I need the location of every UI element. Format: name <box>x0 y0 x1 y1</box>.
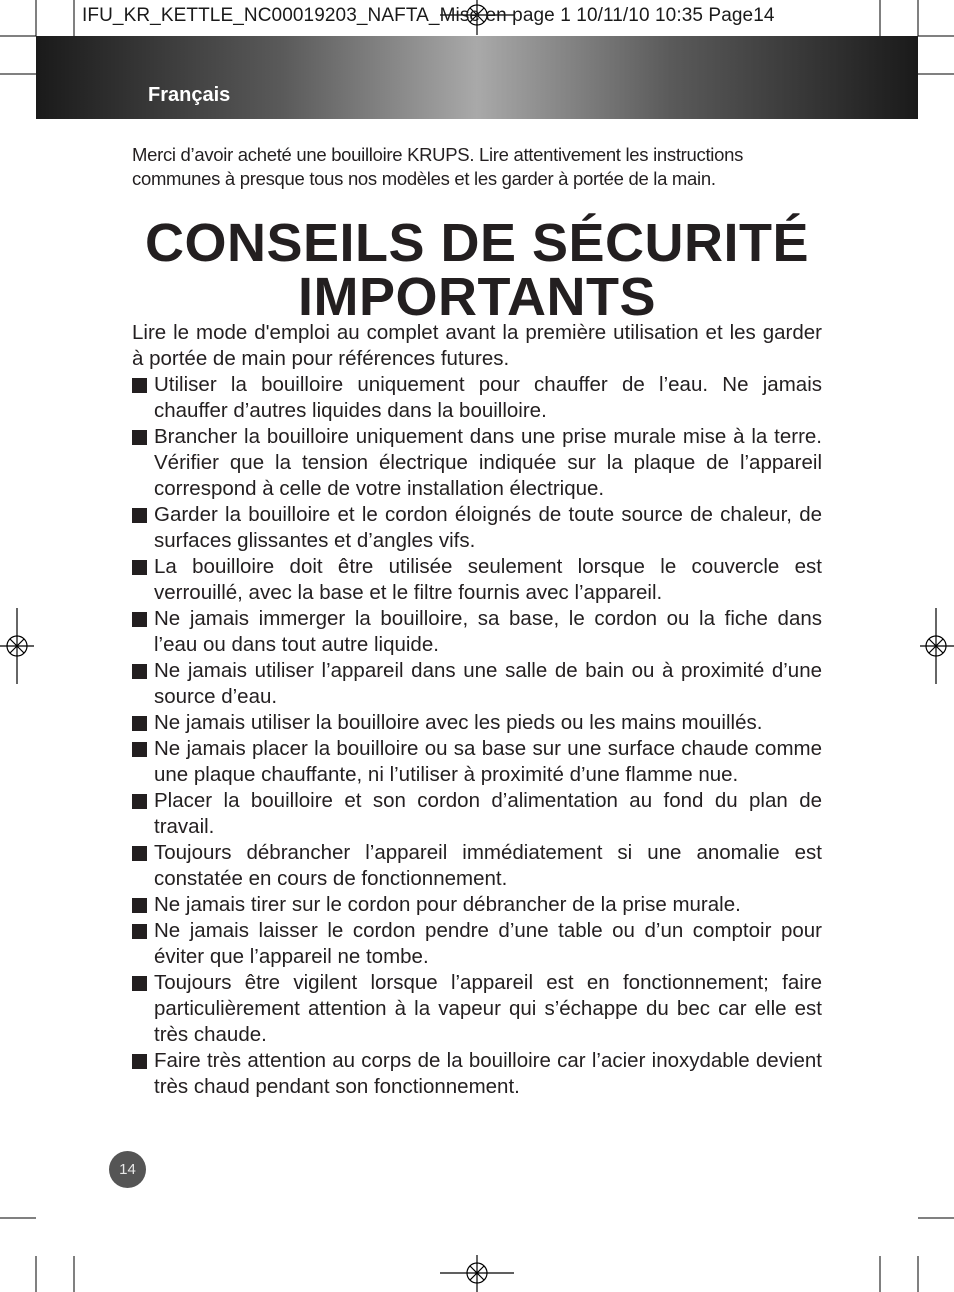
list-item: Toujours être vigilent lorsque l’appareil est en fonctionnement; faire particulièrement attention à la vapeur qui s’échappe du bec car elle est très chaude. <box>132 970 822 1048</box>
bullet-square-icon <box>132 560 147 575</box>
list-item: Brancher la bouilloire uniquement dans une prise murale mise à la terre. Vérifier que la tension électrique indiquée sur la plaque de l’appareil correspond à celle de votre installation électrique. <box>132 424 822 502</box>
bullet-square-icon <box>132 378 147 393</box>
lead-paragraph: Lire le mode d'emploi au complet avant la première utilisation et les garder à portée de main pour références futures. <box>132 321 822 370</box>
list-item: Ne jamais utiliser la bouilloire avec les pieds ou les mains mouillés. <box>132 710 822 736</box>
list-item: Ne jamais tirer sur le cordon pour débrancher de la prise murale. <box>132 892 822 918</box>
bullet-square-icon <box>132 742 147 757</box>
list-item: Ne jamais utiliser l’appareil dans une salle de bain ou à proximité d’une source d’eau. <box>132 658 822 710</box>
safety-section <box>132 320 822 1100</box>
bullet-square-icon <box>132 716 147 731</box>
list-item: Placer la bouilloire et son cordon d’alimentation au fond du plan de travail. <box>132 788 822 840</box>
list-item: Garder la bouilloire et le cordon éloignés de toute source de chaleur, de surfaces glissantes et d’angles vifs. <box>132 502 822 554</box>
registration-mark-bottom <box>440 1255 514 1292</box>
list-item: Ne jamais laisser le cordon pendre d’une table ou d’un comptoir pour éviter que l’appareil ne tombe. <box>132 918 822 970</box>
list-item: Toujours débrancher l’appareil immédiatement si une anomalie est constatée en cours de fonctionnement. <box>132 840 822 892</box>
page-title <box>110 213 844 327</box>
page-number: 14 <box>109 1151 146 1188</box>
bullet-square-icon <box>132 898 147 913</box>
bullet-square-icon <box>132 612 147 627</box>
bullet-square-icon <box>132 924 147 939</box>
title-line-1: CONSEILS DE SÉCURITÉ <box>144 213 810 273</box>
intro-text: Merci d’avoir acheté une bouilloire KRUPS. Lire attentivement les instructions communes à presque tous nos modèles et les garder à portée de la main. <box>132 144 744 189</box>
list-item: Utiliser la bouilloire uniquement pour chauffer de l’eau. Ne jamais chauffer d’autres liquides dans la bouilloire. <box>132 372 822 424</box>
safety-list <box>132 372 822 1100</box>
list-item: La bouilloire doit être utilisée seulement lorsque le couvercle est verrouillé, avec la base et le filtre fournis avec l’appareil. <box>132 554 822 606</box>
language-label: Français <box>148 84 231 106</box>
bullet-square-icon <box>132 430 147 445</box>
bullet-square-icon <box>132 664 147 679</box>
print-slug: IFU_KR_KETTLE_NC00019203_NAFTA_Mise en page 1 10/11/10 10:35 Page14 <box>82 5 775 26</box>
bullet-square-icon <box>132 846 147 861</box>
list-item: Faire très attention au corps de la bouilloire car l’acier inoxydable devient très chaud pendant son fonctionnement. <box>132 1048 822 1100</box>
bullet-square-icon <box>132 1054 147 1069</box>
bullet-square-icon <box>132 794 147 809</box>
bullet-square-icon <box>132 976 147 991</box>
bullet-square-icon <box>132 508 147 523</box>
registration-mark-left <box>0 608 34 684</box>
list-item: Ne jamais placer la bouilloire ou sa base sur une surface chaude comme une plaque chauffante, ni l’utiliser à proximité d’une flamme nue. <box>132 736 822 788</box>
title-line-2: IMPORTANTS <box>298 267 656 327</box>
list-item: Ne jamais immerger la bouilloire, sa base, le cordon ou la fiche dans l’eau ou dans tout autre liquide. <box>132 606 822 658</box>
registration-mark-right <box>920 608 954 684</box>
